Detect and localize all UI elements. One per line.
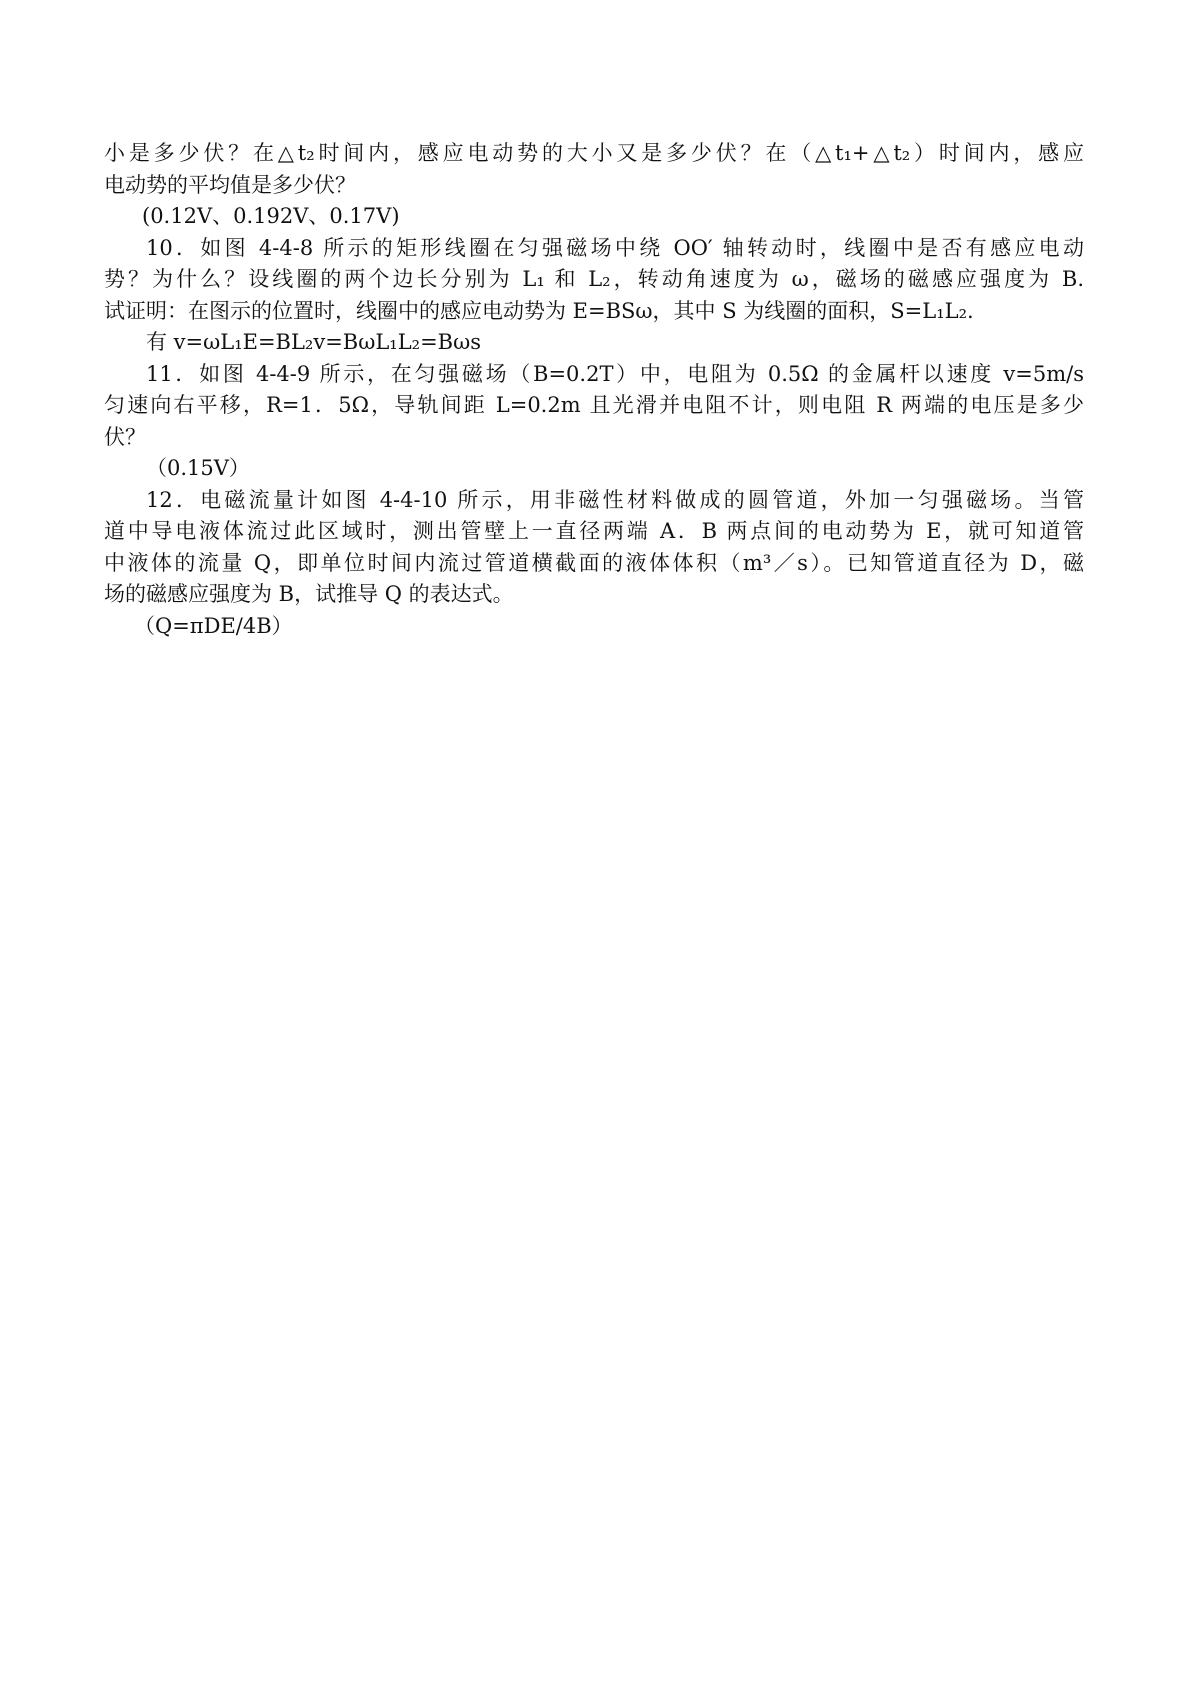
text-line: 匀速向右平移，R=1．5Ω，导轨间距 L=0.2m 且光滑并电阻不计，则电阻 R 两端的电压是多少	[104, 393, 1084, 417]
text-line: 场的磁感应强度为 B，试推导 Q 的表达式。	[104, 582, 514, 606]
answer-line: 有 v=ωL₁E=BL₂v=BωL₁L₂=Bωs	[146, 330, 482, 354]
text-line: 道中导电液体流过此区域时，测出管壁上一直径两端 A．B 两点间的电动势为 E，就可知道管	[104, 519, 1084, 543]
text-line: 试证明：在图示的位置时，线圈中的感应电动势为 E=BSω，其中 S 为线圈的面积，S=L₁L₂.	[104, 298, 974, 323]
question-10-line: 10．如图 4-4-8 所示的矩形线圈在匀强磁场中绕 OO′ 轴转动时，线圈中是否有感应电动	[146, 235, 1084, 260]
answer-line: （Q=πDE/4B）	[134, 613, 293, 638]
text-line: 中液体的流量 Q，即单位时间内流过管道横截面的液体体积（m³／s）。已知管道直径为 D，磁	[104, 550, 1084, 575]
answer-line: （0.15V）	[146, 456, 250, 480]
text-line: 势？为什么？设线圈的两个边长分别为 L₁ 和 L₂，转动角速度为 ω，磁场的磁感应强度为 B.	[104, 267, 1084, 291]
text-line: 小是多少伏？在△t₂时间内，感应电动势的大小又是多少伏？在（△t₁+△t₂）时间内，感应	[104, 141, 1084, 165]
text-line: 电动势的平均值是多少伏？	[104, 172, 356, 197]
question-11-line: 11．如图 4-4-9 所示，在匀强磁场（B=0.2T）中，电阻为 0.5Ω 的金属杆以速度 v=5m/s	[146, 361, 1084, 386]
answer-line: (0.12V、0.192V、0.17V)	[142, 204, 400, 228]
question-12-line: 12．电磁流量计如图 4-4-10 所示，用非磁性材料做成的圆管道，外加一匀强磁场。当管	[146, 487, 1084, 512]
text-line: 伏？	[104, 424, 146, 449]
document-page	[104, 138, 1084, 642]
